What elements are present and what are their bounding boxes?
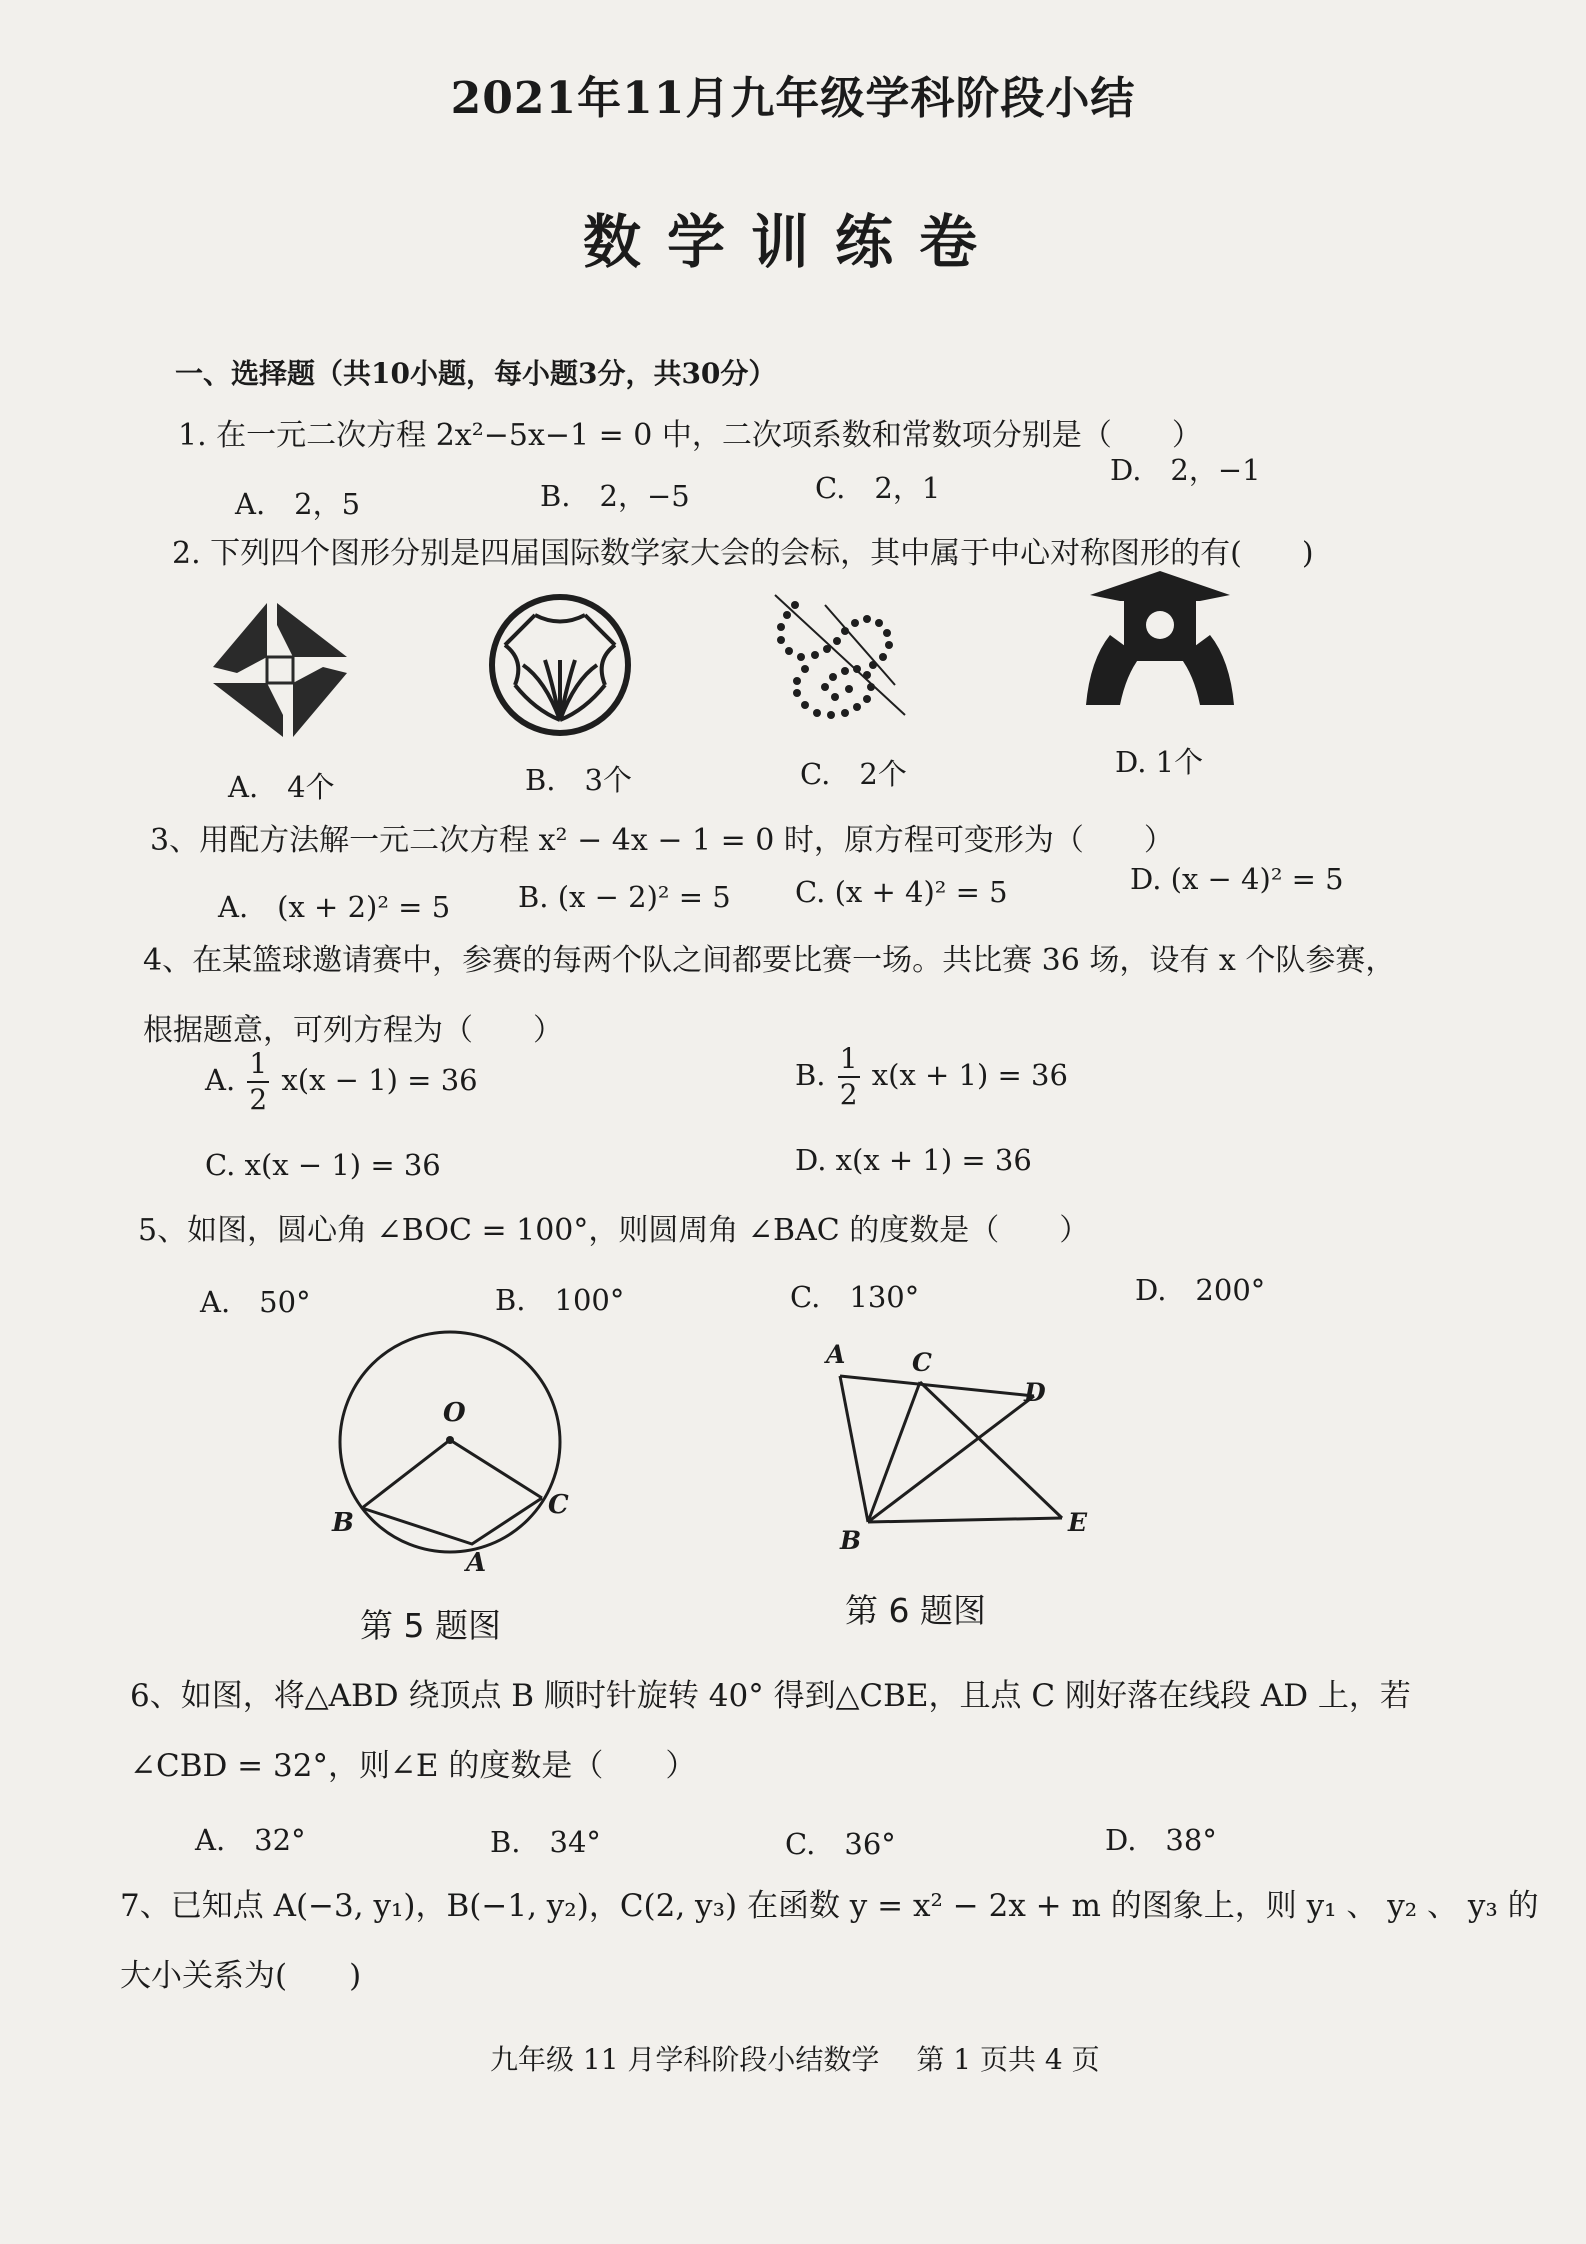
fraction	[838, 1042, 860, 1111]
q1-option-d: D. 2，−1	[1110, 453, 1261, 487]
q6-option-d: D. 38°	[1105, 1823, 1217, 1857]
question-5-stem: 5、如图，圆心角 ∠BOC = 100°，则圆周角 ∠BAC 的度数是（ ）	[138, 1213, 1090, 1248]
question-6-stem-line1: 6、如图，将△ABD 绕顶点 B 顺时针旋转 40° 得到△CBE，且点 C 刚好落在线段 AD 上，若	[130, 1678, 1411, 1714]
q4-option-b-label: B.	[795, 1058, 826, 1092]
fig6-label-d: D	[1024, 1378, 1046, 1407]
q5-option-d: D. 200°	[1135, 1273, 1266, 1307]
q1-option-b: B. 2，−5	[540, 479, 690, 513]
q4-option-a-label: A.	[205, 1063, 236, 1097]
q5-option-a: A. 50°	[200, 1285, 311, 1319]
page-footer: 九年级 11 月学科阶段小结数学 第 1 页共 4 页	[490, 2043, 1100, 2076]
question-4-stem-line2: 根据题意，可列方程为（ ）	[143, 1013, 563, 1048]
fig6-label-c: C	[912, 1348, 932, 1377]
question-1-stem: 1. 在一元二次方程 2x²−5x−1 = 0 中，二次项系数和常数项分别是（ ）	[178, 418, 1202, 453]
figure-5-caption: 第 5 题图	[360, 1606, 501, 1645]
q5-option-c: C. 130°	[790, 1280, 920, 1314]
q4-option-c: C. x(x − 1) = 36	[205, 1148, 441, 1182]
fig6-label-e: E	[1068, 1508, 1088, 1537]
q6-option-c: C. 36°	[785, 1827, 896, 1861]
fig5-label-c: C	[548, 1490, 569, 1520]
q2-option-b: B. 3个	[525, 763, 632, 797]
question-6-stem-line2: ∠CBD = 32°，则∠E 的度数是（ ）	[130, 1748, 697, 1784]
question-3-stem: 3、用配方法解一元二次方程 x² − 4x − 1 = 0 时，原方程可变形为（ ）	[150, 823, 1174, 858]
q5-option-b: B. 100°	[495, 1283, 625, 1317]
fig6-label-b: B	[840, 1526, 862, 1555]
q4-option-b	[795, 1042, 1068, 1111]
exam-subtitle: 数学训练卷	[582, 208, 1003, 276]
section-heading: 一、选择题（共10小题，每小题3分，共30分）	[175, 357, 777, 390]
q4-option-b-expression: x(x + 1) = 36	[871, 1058, 1068, 1092]
q2-option-a: A. 4个	[228, 770, 335, 804]
figure-6-caption: 第 6 题图	[845, 1591, 986, 1630]
fig5-label-b: B	[332, 1508, 354, 1538]
question-2-stem: 2. 下列四个图形分别是四届国际数学家大会的会标，其中属于中心对称图形的有( )	[172, 536, 1314, 571]
question-4-stem-line1: 4、在某篮球邀请赛中，参赛的每两个队之间都要比赛一场。共比赛 36 场，设有 x 个队参赛，	[143, 943, 1396, 978]
q1-option-c: C. 2，1	[815, 471, 941, 505]
fig5-label-a: A	[466, 1548, 487, 1578]
fraction-numerator: 1	[838, 1045, 860, 1078]
q2-option-d: D. 1个	[1115, 745, 1204, 779]
q3-option-c: C. (x + 4)² = 5	[795, 875, 1008, 909]
q4-option-d: D. x(x + 1) = 36	[795, 1143, 1032, 1177]
q4-option-a	[205, 1047, 478, 1116]
figure-5-circle-diagram	[320, 1330, 580, 1590]
logo-dotted-curve-icon	[765, 585, 915, 735]
q4-option-a-expression: x(x − 1) = 36	[281, 1063, 478, 1097]
fraction-denominator: 2	[249, 1083, 268, 1116]
q3-option-a: A. (x + 2)² = 5	[218, 890, 451, 924]
q6-option-b: B. 34°	[490, 1825, 601, 1859]
q1-option-a: A. 2，5	[235, 487, 361, 521]
q6-option-a: A. 32°	[195, 1823, 306, 1857]
q3-option-b: B. (x − 2)² = 5	[518, 880, 731, 914]
q3-option-d: D. (x − 4)² = 5	[1130, 862, 1344, 896]
q2-option-c: C. 2个	[800, 757, 907, 791]
question-7-stem-line2: 大小关系为( )	[120, 1958, 362, 1994]
fraction	[247, 1047, 269, 1116]
exam-title: 2021年11月九年级学科阶段小结	[450, 73, 1136, 124]
fraction-numerator: 1	[247, 1050, 269, 1083]
fig6-label-a: A	[826, 1340, 846, 1369]
fig5-label-o: O	[443, 1398, 466, 1428]
fraction-denominator: 2	[839, 1078, 858, 1111]
question-7-stem-line1: 7、已知点 A(−3, y₁)，B(−1, y₂)，C(2, y₃) 在函数 y = x² − 2x + m 的图象上，则 y₁ 、 y₂ 、 y₃ 的	[120, 1888, 1539, 1924]
logo-pinwheel-icon	[205, 595, 355, 745]
logo-scalloped-circle-icon	[485, 590, 635, 740]
logo-arch-icon	[1080, 565, 1240, 715]
